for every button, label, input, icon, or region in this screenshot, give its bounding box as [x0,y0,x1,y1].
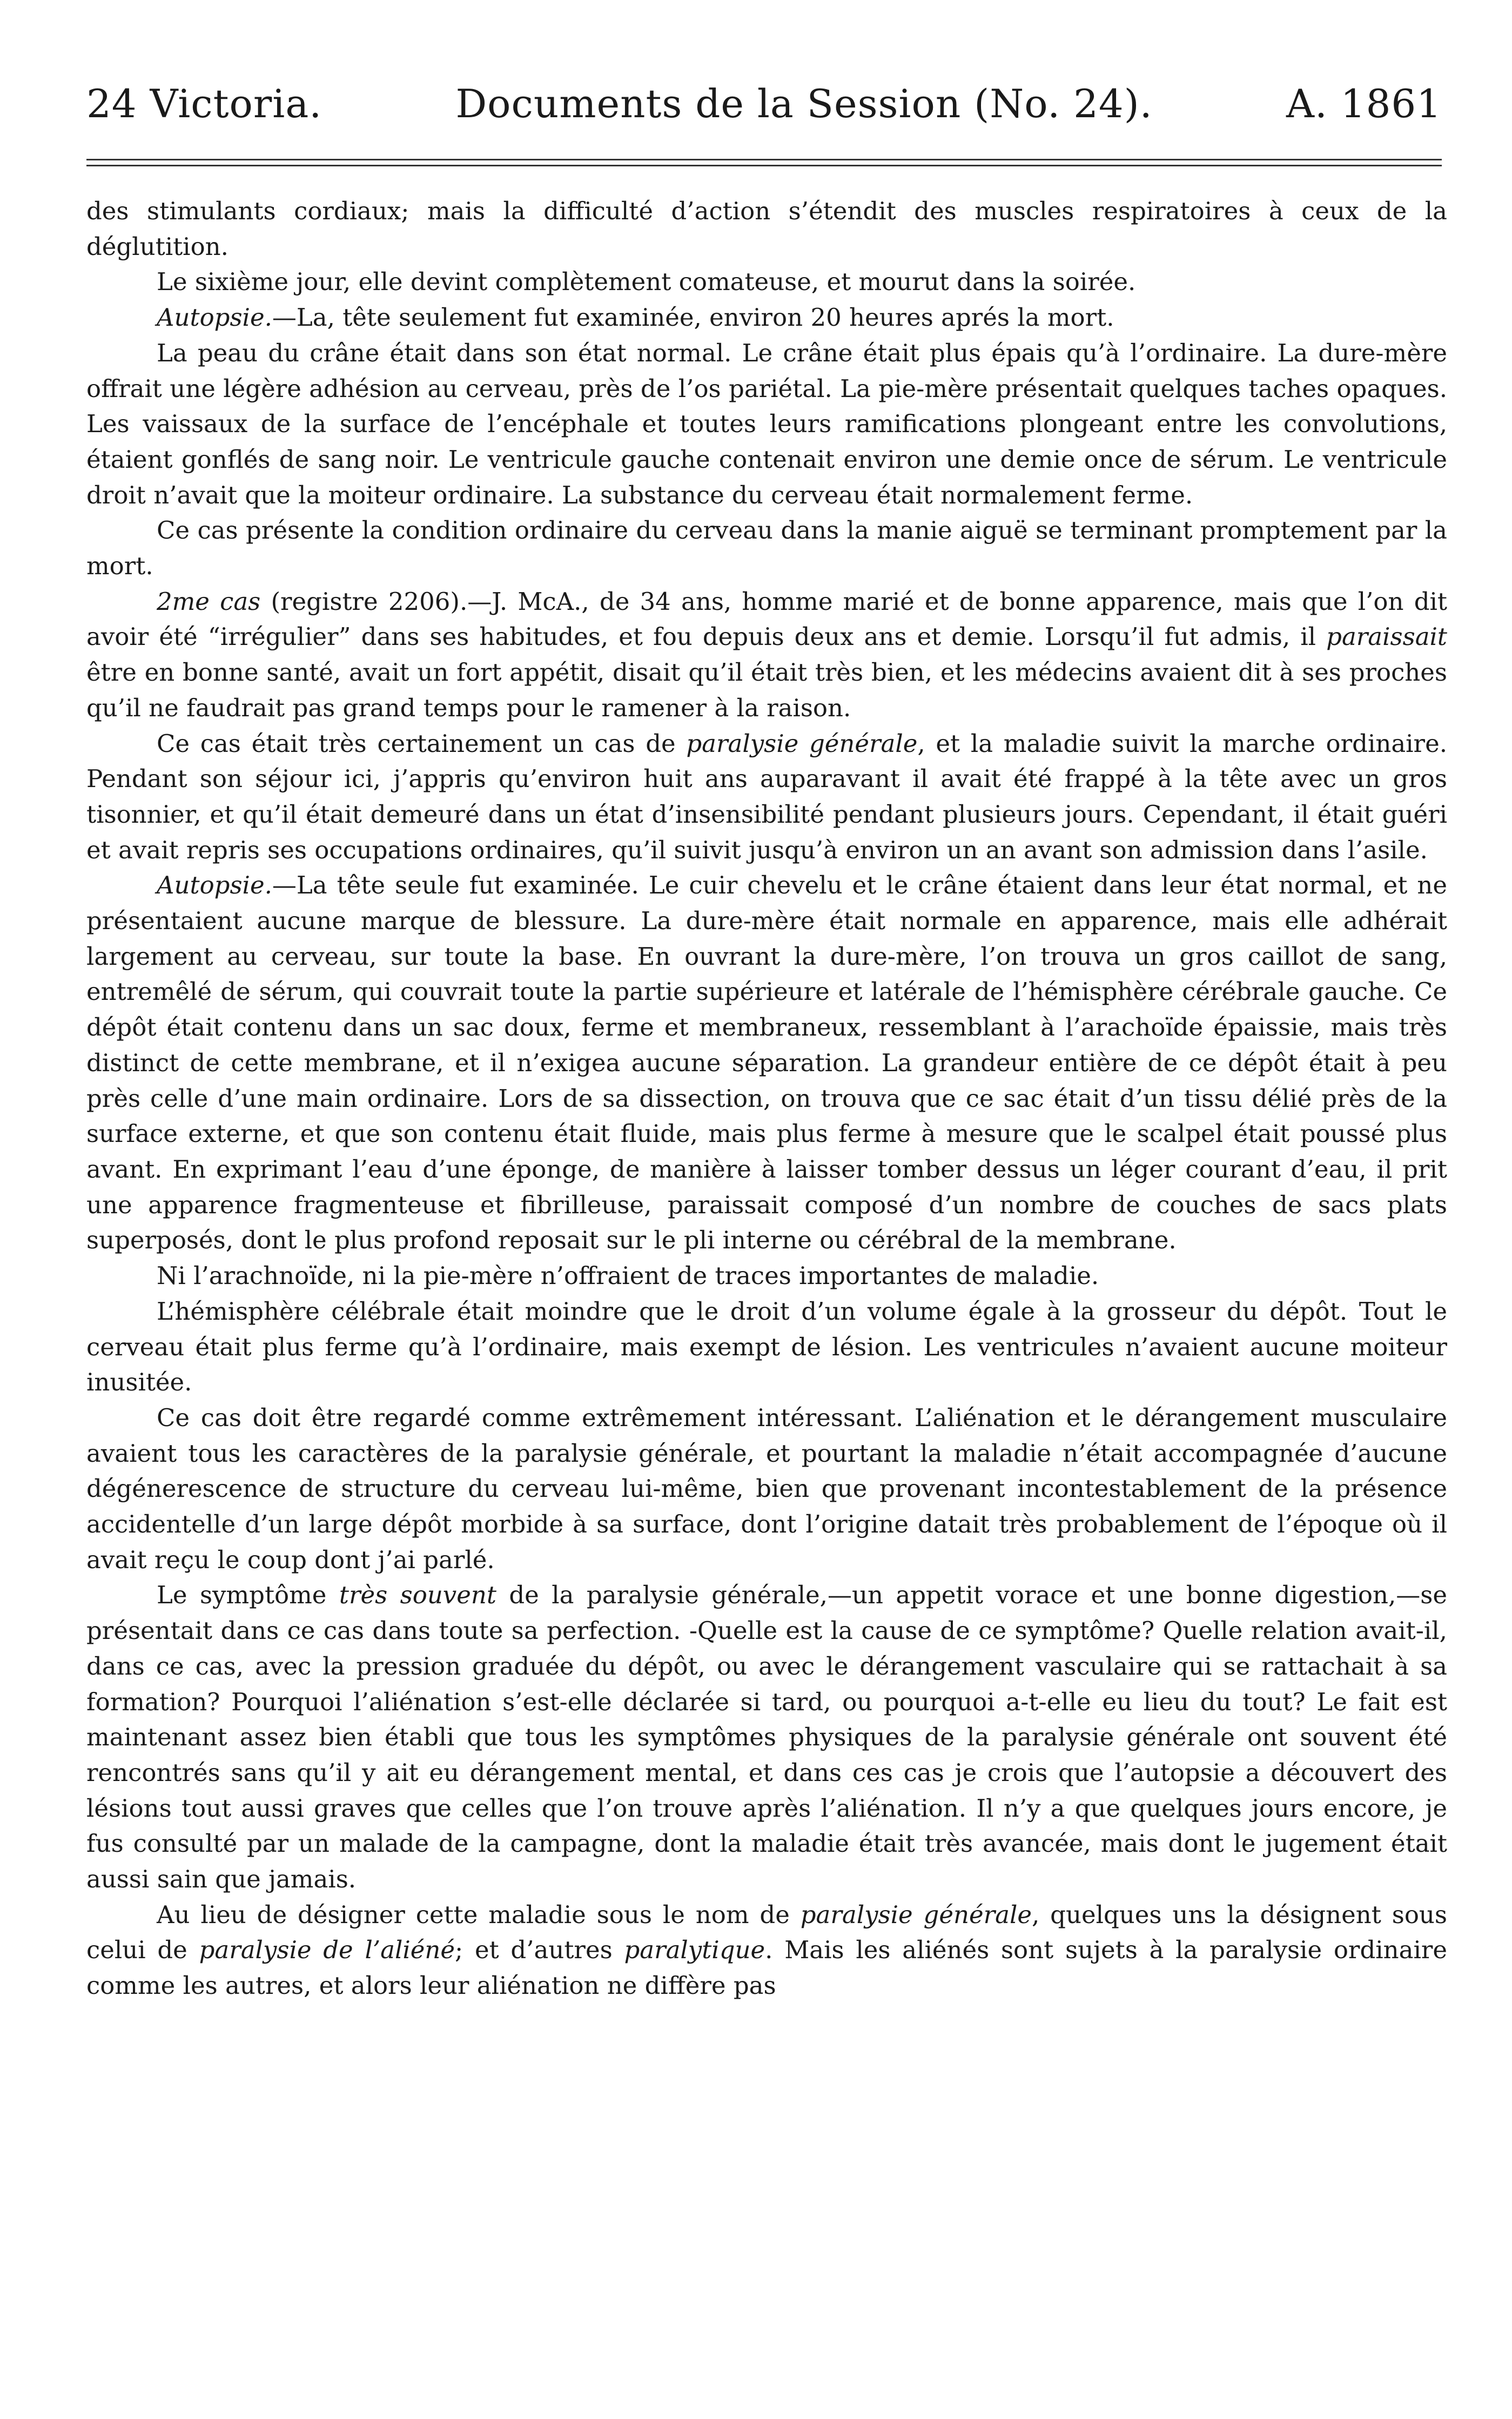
paragraph: Autopsie.—La tête seule fut examinée. Le cuir chevelu et le crâne étaient dans leur état normal, et ne présentaient aucune marque de blessure. La dure-mère était normale en apparence, mais elle adhérait largement au cerveau, sur toute la base. En ouvrant la dure-mère, l’on trouva un gros caillot de sang, entremêlé de sérum, qui couvrait toute la partie supérieure et latérale de l’hémisphère cérébrale gauche. Ce dépôt était contenu dans un sac doux, ferme et membraneux, ressemblant à l’arachoïde épaissie, mais très distinct de cette membrane, et il n’exigea aucune séparation. La grandeur entière de ce dépôt était à peu près celle d’une main ordinaire. Lors de sa dissection, on trouva que ce sac était d’un tissu délié près de la surface externe, et que son contenu était fluide, mais plus ferme à mesure que le scalpel était poussé plus avant. En exprimant l’eau d’une éponge, de manière à laisser tomber dessus un léger courant d’eau, il prit une apparence fragmenteuse et fibrilleuse, paraissait composé d’un nombre de couches de sacs plats superposés, dont le plus profond reposait sur le pli interne ou cérébral de la membrane. [86,871,1447,1255]
running-header [86,81,1463,126]
header-title: Documents de la Session (No. 24). [455,81,1153,126]
header-volume: 24 Victoria. [86,81,322,126]
italic-term: paralysie générale [686,729,918,758]
italic-term: Autopsie. [157,871,272,900]
paragraph: Autopsie.—La, tête seulement fut examinée, environ 20 heures aprés la mort. [157,303,1114,332]
italic-term: 2me cas [157,587,261,616]
document-body [86,193,1463,2004]
paragraph: 2me cas (registre 2206).—J. McA., de 34 ans, homme marié et de bonne apparence, mais que l’on dit avoir été “irrégulier” dans ses habitudes, et fou depuis deux ans et demie. Lorsqu’il fut admis, il paraissait être en bonne santé, avait un fort appétit, disait qu’il était très bien, et les médecins avaient dit à ses proches qu’il ne faudrait pas grand temps pour le ramener à la raison. [86,587,1447,722]
paragraph: Ni l’arachnoïde, ni la pie-mère n’offraient de traces importantes de maladie. [157,1261,1099,1291]
paragraph: L’hémisphère célébrale était moindre que le droit d’un volume égale à la grosseur du dépôt. Tout le cerveau était plus ferme qu’à l’ordinaire, mais exempt de lésion. Les ventricules n’avaient aucune moiteur inusitée. [86,1296,1447,1397]
italic-term: paralytique [624,1936,765,1965]
paragraph: Au lieu de désigner cette maladie sous le nom de paralysie générale, quelques uns la désignent sous celui de paralysie de l’aliéné; et d’autres paralytique. Mais les aliénés sont sujets à la paralysie ordinaire comme les autres, et alors leur aliénation ne diffère pas [86,1900,1448,2000]
paragraph: Le sixième jour, elle devint complètement comateuse, et mourut dans la soirée. [157,267,1136,297]
paragraph: La peau du crâne était dans son état normal. Le crâne était plus épais qu’à l’ordinaire. La dure-mère offrait une légère adhésion au cerveau, près de l’os pariétal. La pie-mère présentait quelques taches opaques. Les vaissaux de la surface de l’encéphale et toutes leurs ramifications plongeant entre les convolutions, étaient gonflés de sang noir. Le ventricule gauche contenait environ une demie once de sérum. Le ventricule droit n’avait que la moiteur ordinaire. La substance du cerveau était normalement ferme. [86,338,1447,509]
paragraph: Ce cas était très certainement un cas de paralysie générale, et la maladie suivit la marche ordinaire. Pendant son séjour ici, j’appris qu’environ huit ans auparavant il avait été frappé à la tête avec un gros tisonnier, et qu’il était demeuré dans un état d’insensibilité pendant plusieurs jours. Cependant, il était guéri et avait repris ses occupations ordinaires, qu’il suivit jusqu’à environ un an avant son admission dans l’asile. [86,729,1448,864]
paragraph: Ce cas doit être regardé comme extrêmement intéressant. L’aliénation et le dérangement musculaire avaient tous les caractères de la paralysie générale, et pourtant la maladie n’était accompagnée d’aucune dégénerescence de structure du cerveau lui-même, bien que provenant incontestablement de la présence accidentelle d’un large dépôt morbide à sa surface, dont l’origine datait très probablement de l’époque où il avait reçu le coup dont j’ai parlé. [86,1403,1447,1574]
paragraph: Le symptôme très souvent de la paralysie générale,—un appetit vorace et une bonne digestion,—se présentait dans ce cas dans toute sa perfection. -Quelle est la cause de ce symptôme? Quelle relation avait-il, dans ce cas, avec la pression graduée du dépôt, ou avec le dérangement vasculaire qui se rattachait à sa formation? Pourquoi l’aliénation s’est-elle déclarée si tard, ou pourquoi a-t-elle eu lieu du tout? Le fait est maintenant assez bien établi que tous les symptômes physiques de la paralysie générale ont souvent été rencontrés sans qu’il y ait eu dérangement mental, et dans ces cas je crois que l’autopsie a découvert des lésions tout aussi graves que celles que l’on trouve après l’aliénation. Il n’y a que quelques jours encore, je fus consulté par un malade de la campagne, dont la maladie était très avancée, mais dont le jugement était aussi sain que jamais. [86,1581,1447,1894]
header-rule [86,159,1442,166]
italic-term: paraissait [1326,622,1447,651]
paragraph: des stimulants cordiaux; mais la difficulté d’action s’étendit des muscles respiratoires à ceux de la déglutition. [86,197,1447,261]
italic-term: Autopsie. [157,303,272,332]
italic-term: très souvent [339,1581,496,1610]
italic-term: paralysie de l’aliéné [199,1936,455,1965]
paragraph: Ce cas présente la condition ordinaire du cerveau dans la manie aiguë se terminant promptement par la mort. [86,516,1447,581]
header-year: A. 1861 [1286,81,1442,126]
italic-term: paralysie générale [800,1900,1032,1929]
